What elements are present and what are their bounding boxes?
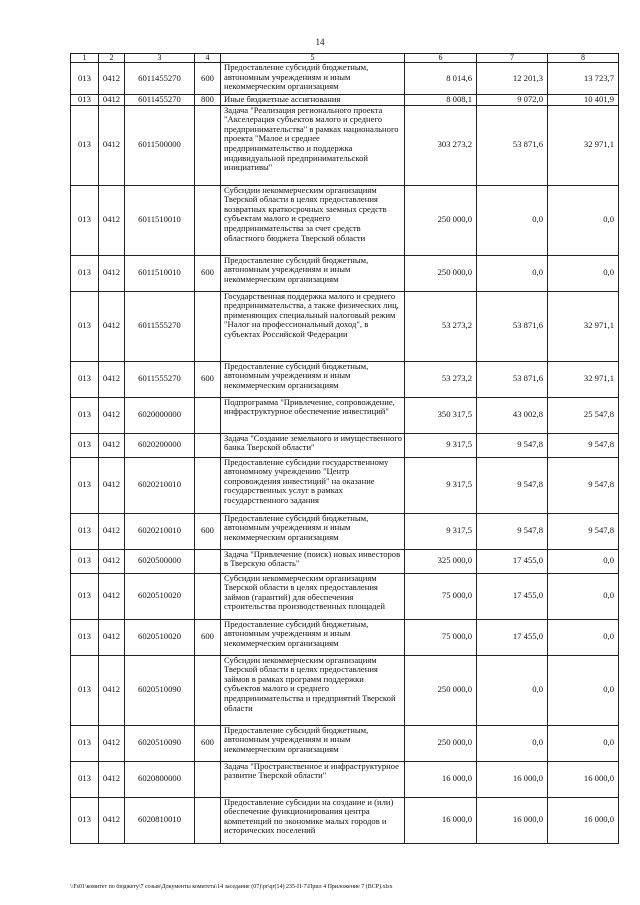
column-number: 5: [221, 54, 405, 63]
section-code: 0412: [99, 433, 125, 457]
target-article-code: 6011455270: [125, 63, 195, 95]
target-article-code: 6020510020: [125, 573, 195, 619]
amount-year-2: 0,0: [477, 185, 548, 255]
amount-year-3: 13 723,7: [548, 63, 619, 95]
amount-year-3: 0,0: [548, 725, 619, 761]
table-row: [71, 255, 619, 291]
amount-year-2: 0,0: [477, 655, 548, 725]
table-row: [71, 361, 619, 397]
amount-year-1: 250 000,0: [405, 725, 477, 761]
expense-name: Государственная поддержка малого и среднего предпринимательства, а также физических лиц, применяющих специальный налоговый режим "Налог на профессиональный доход", в субъектах Российской Федерации: [221, 291, 405, 361]
amount-year-3: 9 547,8: [548, 513, 619, 549]
table-row: [71, 457, 619, 513]
amount-year-1: 9 317,5: [405, 433, 477, 457]
column-number: 8: [548, 54, 619, 63]
expense-name: Предоставление субсидий бюджетным, автономным учреждениям и иным некоммерческим организациям: [221, 619, 405, 655]
amount-year-3: 32 971,1: [548, 291, 619, 361]
column-number: 2: [99, 54, 125, 63]
section-code: 0412: [99, 761, 125, 797]
section-code: 0412: [99, 513, 125, 549]
department-code: 013: [71, 725, 99, 761]
target-article-code: 6020510020: [125, 619, 195, 655]
target-article-code: 6011555270: [125, 361, 195, 397]
amount-year-1: 9 317,5: [405, 457, 477, 513]
amount-year-1: 303 273,2: [405, 105, 477, 185]
amount-year-1: 75 000,0: [405, 573, 477, 619]
amount-year-3: 9 547,8: [548, 433, 619, 457]
expense-name: Субсидии некоммерческим организациям Тверской области в целях предоставления возвратных краткосрочных заемных средств субъектам малого и среднего предпринимательства за счет средств областного бюджета Тверской области: [221, 185, 405, 255]
expense-type-code: [195, 797, 221, 843]
amount-year-2: 53 871,6: [477, 105, 548, 185]
amount-year-2: 17 455,0: [477, 549, 548, 573]
section-code: 0412: [99, 397, 125, 433]
expense-name: Субсидии некоммерческим организациям Тверской области в целях предоставления займов в рамках программ поддержки субъектов малого и среднего предпринимательства и предприятий Тверской области: [221, 655, 405, 725]
section-code: 0412: [99, 549, 125, 573]
expense-type-code: [195, 433, 221, 457]
section-code: 0412: [99, 725, 125, 761]
department-code: 013: [71, 655, 99, 725]
expense-name: Предоставление субсидий бюджетным, автономным учреждениям и иным некоммерческим организациям: [221, 725, 405, 761]
amount-year-3: 16 000,0: [548, 797, 619, 843]
expense-type-code: [195, 549, 221, 573]
table-row: [71, 797, 619, 843]
expense-name: Предоставление субсидии на создание и (или) обеспечение функционирования центра компетенций по экономике малых городов и исторических поселений: [221, 797, 405, 843]
department-code: 013: [71, 95, 99, 106]
amount-year-2: 9 547,8: [477, 457, 548, 513]
department-code: 013: [71, 513, 99, 549]
amount-year-2: 12 201,3: [477, 63, 548, 95]
expense-type-code: 600: [195, 725, 221, 761]
section-code: 0412: [99, 291, 125, 361]
table-row: [71, 185, 619, 255]
expense-type-code: [195, 655, 221, 725]
amount-year-3: 32 971,1: [548, 105, 619, 185]
section-code: 0412: [99, 105, 125, 185]
expense-type-code: 800: [195, 95, 221, 106]
department-code: 013: [71, 397, 99, 433]
expense-type-code: [195, 185, 221, 255]
amount-year-2: 9 547,8: [477, 433, 548, 457]
expense-type-code: [195, 291, 221, 361]
expense-type-code: [195, 397, 221, 433]
column-number-row: [71, 54, 619, 63]
amount-year-1: 250 000,0: [405, 655, 477, 725]
amount-year-1: 8 014,6: [405, 63, 477, 95]
expense-name: Подпрограмма "Привлечение, сопровождение, инфраструктурное обеспечение инвестиций": [221, 397, 405, 433]
amount-year-1: 53 273,2: [405, 291, 477, 361]
amount-year-1: 325 000,0: [405, 549, 477, 573]
column-number: 6: [405, 54, 477, 63]
expense-name: Предоставление субсидий бюджетным, автономным учреждениям и иным некоммерческим организациям: [221, 513, 405, 549]
expense-type-code: 600: [195, 619, 221, 655]
amount-year-2: 53 871,6: [477, 361, 548, 397]
expense-type-code: 600: [195, 63, 221, 95]
department-code: 013: [71, 291, 99, 361]
amount-year-2: 0,0: [477, 725, 548, 761]
table-row: [71, 761, 619, 797]
amount-year-2: 16 000,0: [477, 761, 548, 797]
amount-year-2: 9 547,8: [477, 513, 548, 549]
expense-name: Задача "Пространственное и инфраструктурное развитие Тверской области": [221, 761, 405, 797]
section-code: 0412: [99, 619, 125, 655]
table-row: [71, 725, 619, 761]
amount-year-1: 9 317,5: [405, 513, 477, 549]
column-number: 3: [125, 54, 195, 63]
section-code: 0412: [99, 185, 125, 255]
target-article-code: 6011555270: [125, 291, 195, 361]
target-article-code: 6020200000: [125, 433, 195, 457]
amount-year-3: 0,0: [548, 619, 619, 655]
target-article-code: 6011510010: [125, 255, 195, 291]
expense-name: Задача "Создание земельного и имущественного банка Тверской области": [221, 433, 405, 457]
table-row: [71, 397, 619, 433]
amount-year-1: 53 273,2: [405, 361, 477, 397]
department-code: 013: [71, 433, 99, 457]
column-number: 7: [477, 54, 548, 63]
budget-table: [70, 53, 619, 844]
expense-name: Предоставление субсидий бюджетным, автономным учреждениям и иным некоммерческим организациям: [221, 63, 405, 95]
table-row: [71, 655, 619, 725]
section-code: 0412: [99, 255, 125, 291]
table-row: [71, 573, 619, 619]
section-code: 0412: [99, 457, 125, 513]
amount-year-2: 53 871,6: [477, 291, 548, 361]
column-number: 1: [71, 54, 99, 63]
expense-type-code: [195, 573, 221, 619]
file-path-footer: \\Fs01\комитет по бюджету\7 созыв\Документы комитета\14 заседание (07)\pr\qr(14) 235-П-7\Прил 4 Приложение 7 (ВСР).xlsx: [70, 884, 393, 890]
section-code: 0412: [99, 361, 125, 397]
section-code: 0412: [99, 63, 125, 95]
section-code: 0412: [99, 797, 125, 843]
amount-year-3: 0,0: [548, 185, 619, 255]
expense-type-code: 600: [195, 361, 221, 397]
amount-year-3: 16 000,0: [548, 761, 619, 797]
amount-year-3: 0,0: [548, 549, 619, 573]
target-article-code: 6020800000: [125, 761, 195, 797]
expense-type-code: 600: [195, 513, 221, 549]
department-code: 013: [71, 619, 99, 655]
section-code: 0412: [99, 655, 125, 725]
department-code: 013: [71, 63, 99, 95]
department-code: 013: [71, 761, 99, 797]
amount-year-1: 250 000,0: [405, 255, 477, 291]
amount-year-1: 250 000,0: [405, 185, 477, 255]
table-row: [71, 105, 619, 185]
expense-name: Предоставление субсидий бюджетным, автономным учреждениям и иным некоммерческим организациям: [221, 255, 405, 291]
department-code: 013: [71, 105, 99, 185]
amount-year-1: 16 000,0: [405, 761, 477, 797]
department-code: 013: [71, 185, 99, 255]
expense-name: Иные бюджетные ассигнования: [221, 95, 405, 106]
amount-year-2: 16 000,0: [477, 797, 548, 843]
department-code: 013: [71, 457, 99, 513]
expense-type-code: 600: [195, 255, 221, 291]
amount-year-1: 16 000,0: [405, 797, 477, 843]
expense-name: Задача "Привлечение (поиск) новых инвесторов в Тверскую область": [221, 549, 405, 573]
amount-year-1: 8 008,1: [405, 95, 477, 106]
column-number: 4: [195, 54, 221, 63]
department-code: 013: [71, 797, 99, 843]
target-article-code: 6020210010: [125, 513, 195, 549]
target-article-code: 6020810010: [125, 797, 195, 843]
expense-type-code: [195, 761, 221, 797]
table-row: [71, 619, 619, 655]
target-article-code: 6011510010: [125, 185, 195, 255]
expense-name: Предоставление субсидий бюджетным, автономным учреждениям и иным некоммерческим организациям: [221, 361, 405, 397]
amount-year-3: 0,0: [548, 255, 619, 291]
target-article-code: 6011455270: [125, 95, 195, 106]
expense-name: Субсидии некоммерческим организациям Тверской области в целях предоставления займов (гарантий) для обеспечения строительства производственных площадей: [221, 573, 405, 619]
amount-year-3: 10 401,9: [548, 95, 619, 106]
target-article-code: 6020500000: [125, 549, 195, 573]
amount-year-3: 0,0: [548, 573, 619, 619]
amount-year-2: 9 072,0: [477, 95, 548, 106]
expense-type-code: [195, 457, 221, 513]
expense-name: Задача "Реализация регионального проекта "Акселерация субъектов малого и среднего предпринимательства" в рамках национального проекта "Малое и среднее предпринимательство и поддержка индивидуальной предпринимательской инициативы": [221, 105, 405, 185]
target-article-code: 6020210010: [125, 457, 195, 513]
amount-year-1: 75 000,0: [405, 619, 477, 655]
target-article-code: 6020000000: [125, 397, 195, 433]
table-row: [71, 291, 619, 361]
page-number: 14: [315, 37, 325, 47]
department-code: 013: [71, 361, 99, 397]
amount-year-1: 350 317,5: [405, 397, 477, 433]
amount-year-3: 32 971,1: [548, 361, 619, 397]
amount-year-2: 17 455,0: [477, 619, 548, 655]
department-code: 013: [71, 549, 99, 573]
target-article-code: 6011500000: [125, 105, 195, 185]
amount-year-3: 25 547,8: [548, 397, 619, 433]
expense-name: Предоставление субсидии государственному автономному учреждению "Центр сопровождения инвестиций" на оказание государственных услуг в рамках государственного задания: [221, 457, 405, 513]
table-row: [71, 433, 619, 457]
target-article-code: 6020510090: [125, 655, 195, 725]
table-row: [71, 95, 619, 106]
table-row: [71, 513, 619, 549]
amount-year-3: 9 547,8: [548, 457, 619, 513]
amount-year-2: 0,0: [477, 255, 548, 291]
table-row: [71, 549, 619, 573]
department-code: 013: [71, 255, 99, 291]
department-code: 013: [71, 573, 99, 619]
table-row: [71, 63, 619, 95]
amount-year-3: 0,0: [548, 655, 619, 725]
amount-year-2: 17 455,0: [477, 573, 548, 619]
section-code: 0412: [99, 573, 125, 619]
target-article-code: 6020510090: [125, 725, 195, 761]
expense-type-code: [195, 105, 221, 185]
section-code: 0412: [99, 95, 125, 106]
amount-year-2: 43 002,8: [477, 397, 548, 433]
